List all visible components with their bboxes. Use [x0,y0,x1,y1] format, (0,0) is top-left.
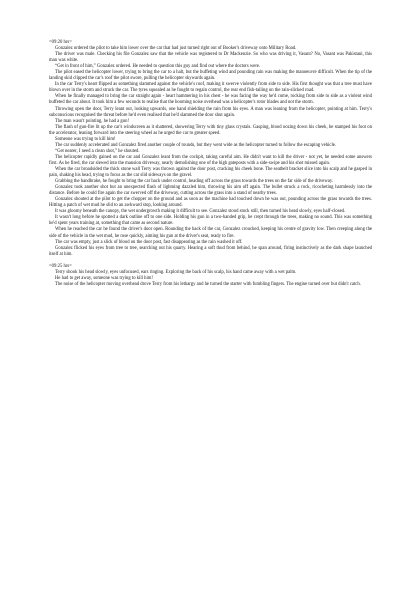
paragraph: The man wasn't pointing, he had a gun! [55,118,130,124]
paragraph: The pilot eased the helicopter lower, trying to bring the car to a halt, but the buffeting wind and pounding rain was making the manoeuvre difficult. When the tip of the landing skid clipped the car's roof the pilot swore, pulling the helicopter skywards again. [49,70,372,82]
paragraph: He had to get away, someone was trying to kill him! [55,275,153,281]
paragraph: Gonzalez ordered the pilot to take him lower over the car that had just turned right out of Booker's driveway onto Military Road. [55,46,297,52]
paragraph: Gonzalez flicked his eyes from tree to tree, searching out his quarry. Hearing a soft thud from behind, he span around, firing instinctively as the dark shape launched itself at him. [49,245,372,257]
paragraph: When the car broadsided the thick stone wall Terry was thrown against the door post, cracking his cheek bone. The seatbelt bracket slice into his scalp and he gasped in pain, shaking his head, trying to focus as the car slid sideways on the gravel. [49,166,372,179]
paragraph: The driver was male. Checking his file Gonzalez saw that the vehicle was registered to Dr Mackenzie. So who was driving it, Vasant? No, Vasant was Pakistani, this man was white. [49,52,372,64]
section-time-marker: =09:20 hrs= [49,40,72,45]
paragraph: In the car Terry's heart flipped as something slammed against the vehicle's roof, making it swerve violently from side to side. His first thought was that a tree must have blown over in the storm and struck the car. The tyres squealed as he fought to regain control, the rear end fish-tailing on the rain-slicked road. [49,82,372,94]
paragraph: The car was empty, just a slick of blood on the door post, fast disappearing as the rain washed it off. [55,239,243,245]
paragraph: Grabbing the handbrake, he fought to bring the car back under control, heading off across the grass towards the trees on the far side of the driveway. [55,179,334,185]
paragraph: When he finally managed to bring the car straight again - heart hammering in his chest - he was facing the way he'd come, rocking from side to side as a violent wind buffeted the car about. It took him a few seconds to realise that the booming noise overhead was a helicopter's rotor blades and not the storm. [49,94,372,106]
paragraph: It was gloomy beneath the canopy, the wet undergrowth making it difficult to see. Gonzalez stood stock still, then turned his head slowly, eyes half-closed. [55,209,346,215]
paragraph: It wasn't long before he spotted a dark outline off to one side. Holding his gun in a two-handed grip, he crept through the trees, making no sound. This was something he'd spent years training at, something that came as second nature. [49,215,372,227]
paragraph: The helicopter rapidly gained on the car and Gonzalez leant from the cockpit, taking careful aim. He didn't want to kill the driver - not yet, he needed some answers first. As he fired, the car slewed into the mansion driveway, nearly demolishing one of the high gateposts with a side-swipe and his shot missed again. [49,154,372,166]
paragraph: Terry shook his head slowly, eyes unfocused, ears ringing. Exploring the back of his scalp, his hand came away with a wet palm. [55,269,297,275]
section-time-marker: =09:25 hrs= [49,263,72,269]
paragraph: Someone was trying to kill him! [55,136,116,142]
paragraph: The car suddenly accelerated and Gonzalez fired another couple of rounds, but they went wide as the helicopter turned to follow the escaping vehicle. [55,142,337,148]
section-0920 [49,40,372,258]
paragraph: When he reached the car he found the driver's door open. Rounding the back of the car, Gonzalez crouched, keeping his centre of gravity low. Then creeping along the side of the vehicle in the wet mud, he rose quickly, aiming his gun at the driver's seat, ready to fire. [49,227,372,239]
paragraph: Gonzalez took another shot but an unexpected flash of lightning dazzled him, throwing his aim off again. The bullet struck a rock, ricocheting harmlessly into the distance. Before he could fire again the car swerved off the driveway, cutting across the grass into a stand of nearby trees. [49,185,372,197]
paragraph: “Get in front of him,” Gonzalez ordered. He needed to question this guy and find out where the doctors were. [55,64,261,70]
paragraph: The noise of the helicopter moving overhead drove Terry from his lethargy and he turned the starter with fumbling fingers. The engine turned over but didn't catch. [55,281,361,287]
paragraph: Throwing open the door, Terry leant out, looking upwards, one hand shielding the rain from his eyes. A man was leaning from the helicopter, pointing at him. Terry's subconscious recognised the threat before he'd even realised that he'd slammed the door shut again. [49,106,372,118]
paragraph: “Get nearer, I need a clean shot,” he shouted. [55,148,140,154]
section-0925 [49,264,372,288]
paragraph: The flash of gun-fire lit up the car's windscreen as it shattered, showering Terry with tiny glass crystals. Gasping, blood oozing down his cheek, he stamped his foot on the accelerator, leaning forward into the steering wheel as he urged the car to greater speed. [49,124,372,136]
paragraph: Gonzalez shouted at the pilot to get the chopper on the ground and as soon as the machine had touched down he was out, pounding across the grass towards the trees. Hitting a patch of wet mud he slid to an awkward stop, looking around. [49,197,372,209]
